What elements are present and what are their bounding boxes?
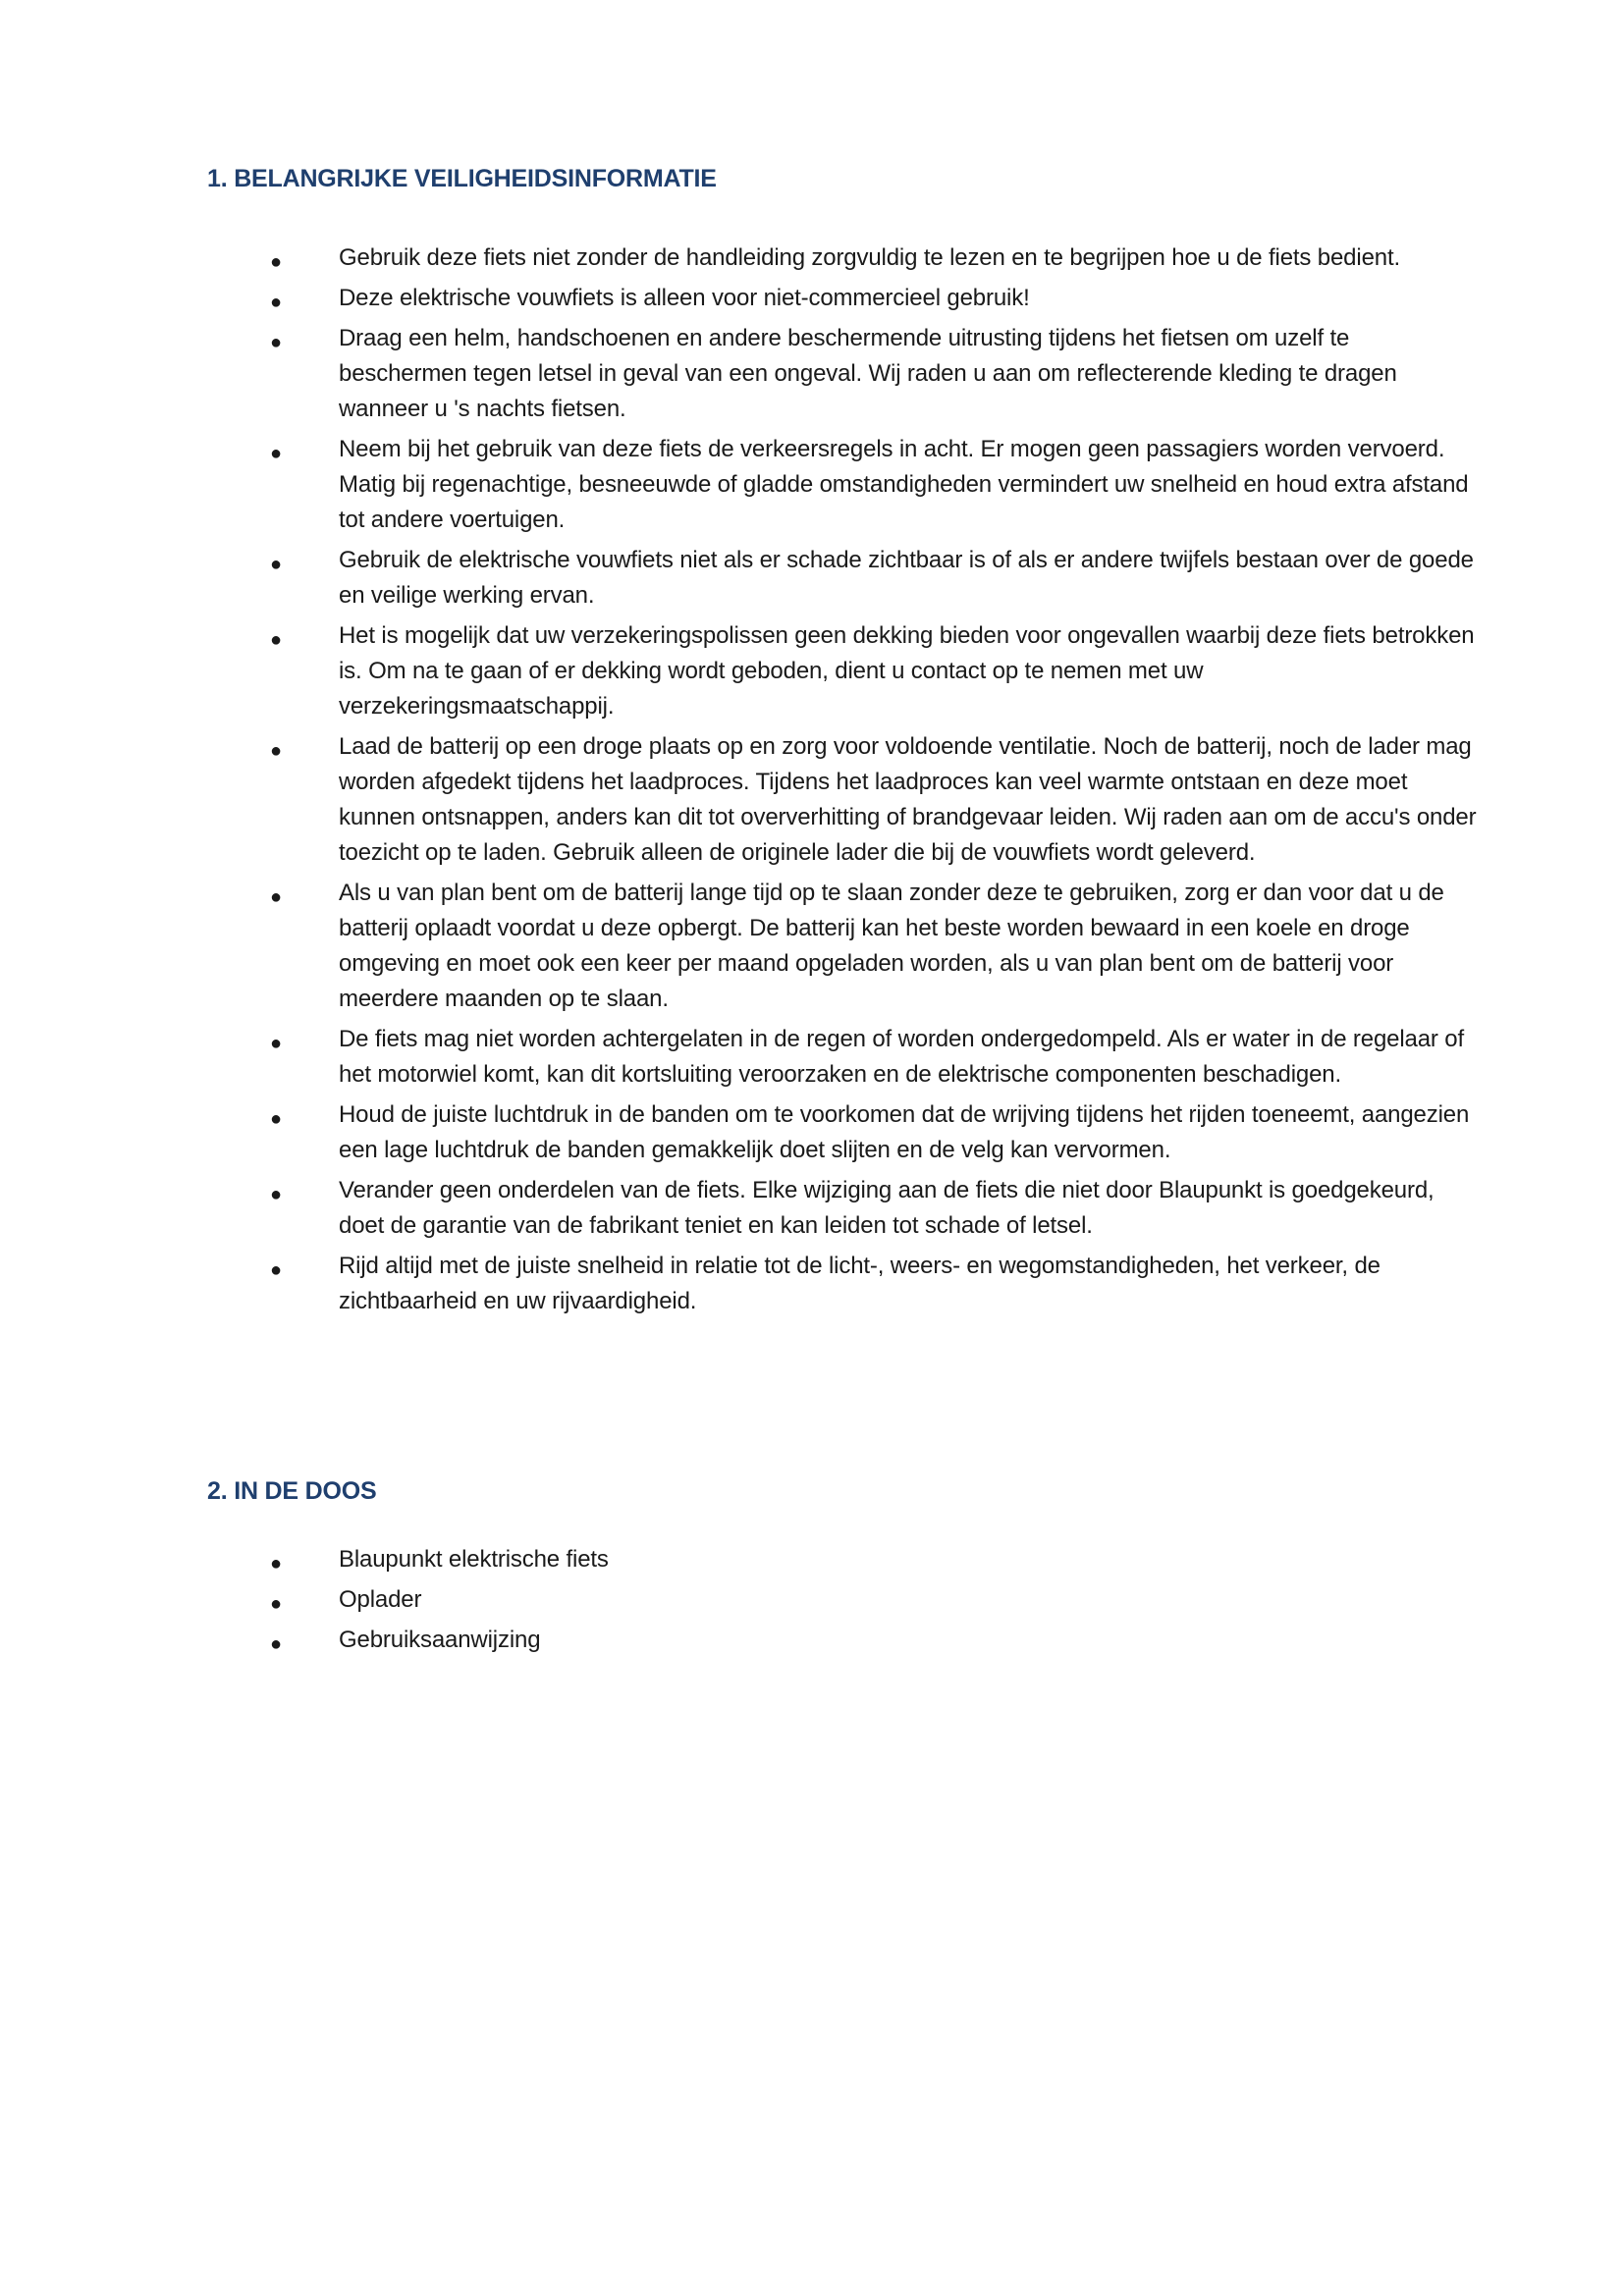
box-contents-list — [207, 1542, 1474, 1658]
list-item — [207, 1022, 1478, 1093]
section-heading: 2. IN DE DOOS — [207, 1477, 377, 1505]
list-item-text: Deze elektrische vouwfiets is alleen voor niet-commercieel gebruik! — [339, 285, 1030, 311]
bullet-icon: ● — [270, 1259, 282, 1281]
list-item-text: Het is mogelijk dat uw verzekeringspolissen geen dekking bieden voor ongevallen waarbij deze fiets betrokken is. Om na te gaan of er dekking wordt geboden, dient u contact op te nemen met uw verzekeringsmaatschappij. — [339, 622, 1475, 720]
bullet-icon: ● — [270, 1033, 282, 1054]
list-item — [207, 543, 1478, 614]
safety-list — [207, 240, 1477, 1319]
safety-section — [207, 163, 1477, 1324]
list-item-text: Gebruik de elektrische vouwfiets niet als er schade zichtbaar is of als er andere twijfels bestaan over de goede en veilige werking ervan. — [339, 547, 1474, 609]
list-item-text: Rijd altijd met de juiste snelheid in relatie tot de licht-, weers- en wegomstandigheden, het verkeer, de zichtbaarheid en uw rijvaardigheid. — [339, 1253, 1380, 1314]
list-item — [207, 876, 1478, 1017]
list-item — [207, 1623, 1478, 1658]
list-item — [207, 321, 1478, 427]
bullet-icon: ● — [270, 1184, 282, 1205]
box-contents-section — [207, 1475, 1474, 1663]
list-item-text: Gebruik deze fiets niet zonder de handleiding zorgvuldig te lezen en te begrijpen hoe u de fiets bedient. — [339, 244, 1400, 271]
bullet-icon: ● — [270, 251, 282, 273]
bullet-icon: ● — [270, 886, 282, 908]
list-item — [207, 729, 1478, 871]
list-item — [207, 432, 1478, 538]
bullet-icon: ● — [270, 443, 282, 464]
list-item — [207, 281, 1478, 316]
list-item-text: Laad de batterij op een droge plaats op en zorg voor voldoende ventilatie. Noch de batterij, noch de lader mag worden afgedekt tijdens het laadproces. Tijdens het laadproces kan veel warmte ontstaan en deze moet kunnen ontsnappen, anders kan dit tot oververhitting of brandgevaar leiden. Wij raden aan om de accu's onder toezicht op te laden. Gebruik alleen de originele lader die bij de vouwfiets wordt geleverd. — [339, 733, 1477, 866]
bullet-icon: ● — [270, 332, 282, 353]
list-item — [207, 1097, 1478, 1168]
list-item — [207, 1542, 1478, 1577]
list-item — [207, 1173, 1478, 1244]
list-item-text: Draag een helm, handschoenen en andere beschermende uitrusting tijdens het fietsen om uzelf te beschermen tegen letsel in geval van een ongeval. Wij raden u aan om reflecterende kleding te dragen wanneer u 's nachts fietsen. — [339, 325, 1397, 422]
list-item — [207, 1582, 1478, 1618]
bullet-icon: ● — [270, 1108, 282, 1130]
list-item-text: Neem bij het gebruik van deze fiets de verkeersregels in acht. Er mogen geen passagiers worden vervoerd. Matig bij regenachtige, besneeuwde of gladde omstandigheden vermindert uw snelheid en houd extra afstand tot andere voertuigen. — [339, 436, 1469, 533]
list-item — [207, 1249, 1478, 1319]
list-item-text: Houd de juiste luchtdruk in de banden om te voorkomen dat de wrijving tijdens het rijden toeneemt, aangezien een lage luchtdruk de banden gemakkelijk doet slijten en de velg kan vervormen. — [339, 1101, 1470, 1163]
bullet-icon: ● — [270, 740, 282, 762]
section-heading: 1. BELANGRIJKE VEILIGHEIDSINFORMATIE — [207, 165, 717, 192]
list-item-text: Gebruiksaanwijzing — [339, 1627, 541, 1653]
list-item-text: Verander geen onderdelen van de fiets. Elke wijziging aan de fiets die niet door Blaupunkt is goedgekeurd, doet de garantie van de fabrikant teniet en kan leiden tot schade of letsel. — [339, 1177, 1435, 1239]
bullet-icon: ● — [270, 1593, 282, 1615]
list-item-text: De fiets mag niet worden achtergelaten in de regen of worden ondergedompeld. Als er water in de regelaar of het motorwiel komt, kan dit kortsluiting veroorzaken en de elektrische componenten beschadigen. — [339, 1026, 1464, 1088]
bullet-icon: ● — [270, 629, 282, 651]
list-item-text: Als u van plan bent om de batterij lange tijd op te slaan zonder deze te gebruiken, zorg er dan voor dat u de batterij oplaadt voordat u deze opbergt. De batterij kan het beste worden bewaard in een koele en droge omgeving en moet ook een keer per maand opgeladen worden, als u van plan bent om de batterij voor meerdere maanden op te slaan. — [339, 880, 1444, 1012]
list-item-text: Oplader — [339, 1586, 422, 1613]
bullet-icon: ● — [270, 1553, 282, 1575]
list-item — [207, 240, 1478, 276]
bullet-icon: ● — [270, 1633, 282, 1655]
list-item-text: Blaupunkt elektrische fiets — [339, 1546, 609, 1573]
bullet-icon: ● — [270, 292, 282, 313]
bullet-icon: ● — [270, 554, 282, 575]
list-item — [207, 618, 1478, 724]
